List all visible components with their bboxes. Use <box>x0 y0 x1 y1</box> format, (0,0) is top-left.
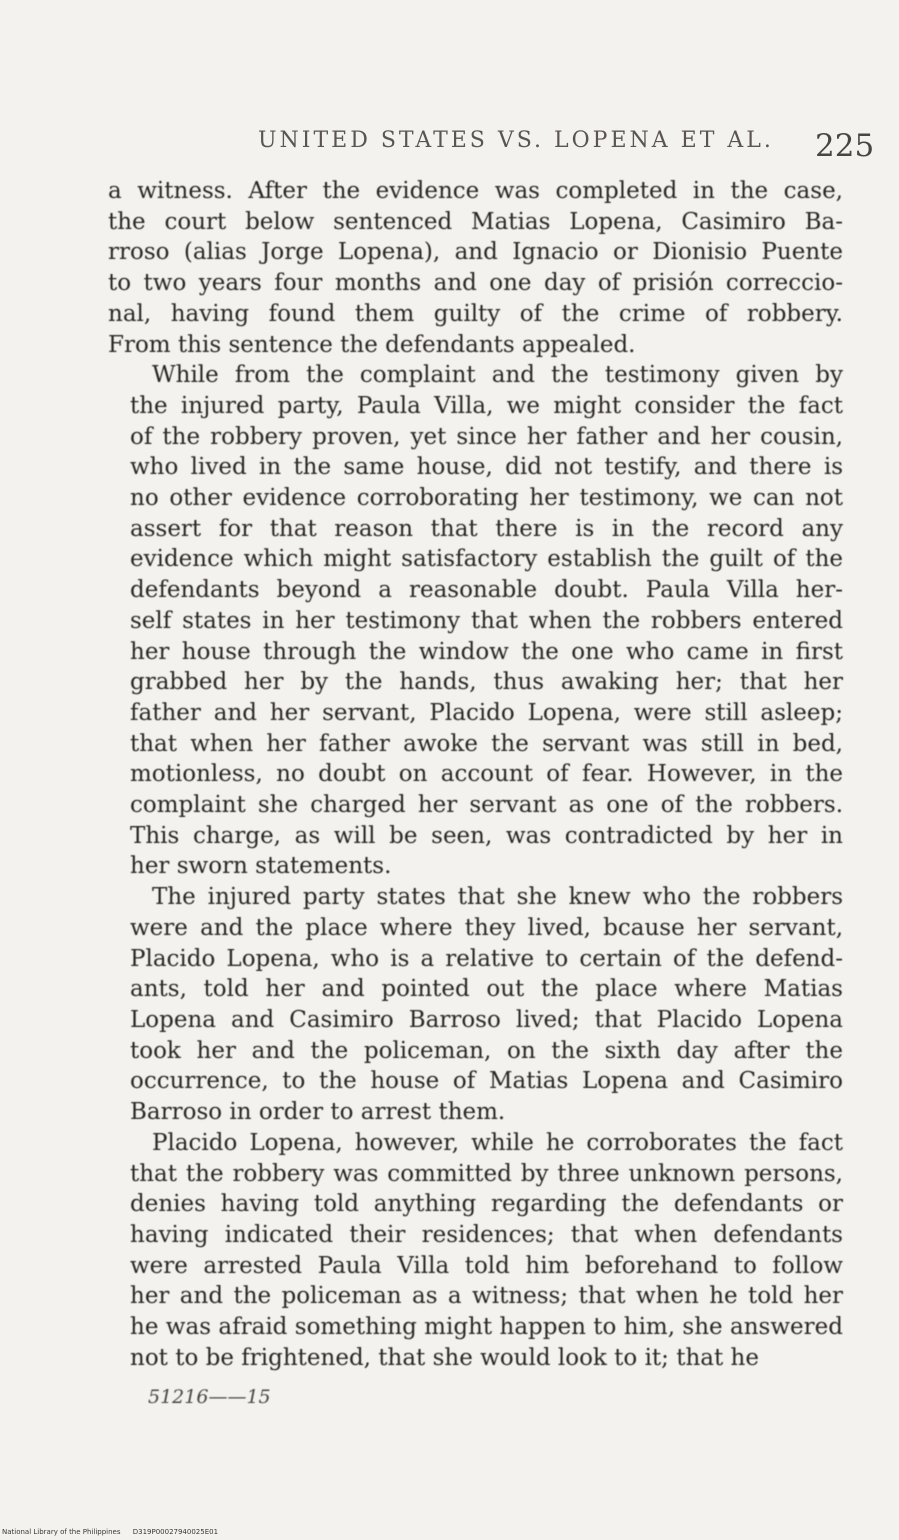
text-line: ants, told her and pointed out the place where Matias <box>130 976 843 1003</box>
text-line: were and the place where they lived, bcause her servant, <box>130 914 843 941</box>
paragraph <box>108 176 843 360</box>
text-line: no other evidence corroborating her testimony, we can not <box>130 485 843 512</box>
page-number: 225 <box>815 128 875 164</box>
text-line: This charge, as will be seen, was contradicted by her in <box>130 822 843 849</box>
text-line: her house through the window the one who came in first <box>130 638 843 665</box>
text-line: her and the policeman as a witness; that when he told her <box>130 1283 843 1310</box>
text-line: defendants beyond a reasonable doubt. Paula Villa her- <box>130 577 843 604</box>
text-line: of the robbery proven, yet since her father and her cousin, <box>130 423 843 450</box>
text-line: to two years four months and one day of prisión correccio- <box>108 270 843 297</box>
running-head-title: UNITED STATES VS. LOPENA ET AL. <box>258 128 774 153</box>
text-line: the court below sentenced Matias Lopena, Casimiro Ba- <box>108 208 843 235</box>
text-line: that when her father awoke the servant was still in bed, <box>130 730 843 757</box>
text-line: complaint she charged her servant as one of the robbers. <box>130 792 843 819</box>
text-line: nal, having found them guilty of the crime of robbery. <box>108 300 843 327</box>
text-line: assert for that reason that there is in the record any <box>130 515 843 542</box>
text-line: evidence which might satisfactory establish the guilt of the <box>130 546 843 573</box>
text-line: father and her servant, Placido Lopena, were still asleep; <box>130 699 843 726</box>
text-line: the injured party, Paula Villa, we might consider the fact <box>130 392 843 419</box>
text-line: her sworn statements. <box>130 853 392 880</box>
text-line: were arrested Paula Villa told him beforehand to follow <box>130 1252 843 1279</box>
text-line: that the robbery was committed by three unknown persons, <box>130 1160 843 1187</box>
body-text <box>108 176 843 1373</box>
text-line: who lived in the same house, did not testify, and there is <box>130 454 843 481</box>
text-line: Placido Lopena, who is a relative to certain of the defend- <box>130 945 843 972</box>
text-line: a witness. After the evidence was completed in the case, <box>108 178 843 204</box>
scan-footer <box>2 1528 228 1536</box>
text-line: Placido Lopena, however, while he corroborates the fact <box>152 1129 843 1156</box>
text-line: took her and the policeman, on the sixth day after the <box>130 1037 843 1064</box>
paragraph <box>108 882 843 1128</box>
paragraph <box>108 1128 843 1374</box>
text-line: motionless, no doubt on account of fear. However, in the <box>130 761 843 788</box>
text-line: having indicated their residences; that when defendants <box>130 1221 843 1248</box>
text-line: he was afraid something might happen to him, she answered <box>130 1314 843 1341</box>
text-line: While from the complaint and the testimony given by <box>152 362 843 389</box>
paragraph <box>108 360 843 882</box>
text-line: occurrence, to the house of Matias Lopena and Casimiro <box>130 1068 843 1095</box>
footer-library: National Library of the Philippines <box>2 1528 121 1536</box>
text-line: not to be frightened, that she would look to it; that he <box>130 1344 759 1371</box>
text-line: rroso (alias Jorge Lopena), and Ignacio or Dionisio Puente <box>108 239 843 266</box>
footer-identifier: D319P00027940025E01 <box>132 1528 219 1536</box>
text-line: denies having told anything regarding the defendants or <box>130 1191 843 1218</box>
text-line: self states in her testimony that when the robbers entered <box>130 607 843 634</box>
printer-signature-mark: 51216——15 <box>148 1386 271 1408</box>
text-line: grabbed her by the hands, thus awaking her; that her <box>130 669 843 696</box>
text-line: Barroso in order to arrest them. <box>130 1099 506 1126</box>
text-line: From this sentence the defendants appealed. <box>108 331 636 358</box>
text-line: The injured party states that she knew who the robbers <box>152 884 843 911</box>
text-line: Lopena and Casimiro Barroso lived; that Placido Lopena <box>130 1006 843 1033</box>
